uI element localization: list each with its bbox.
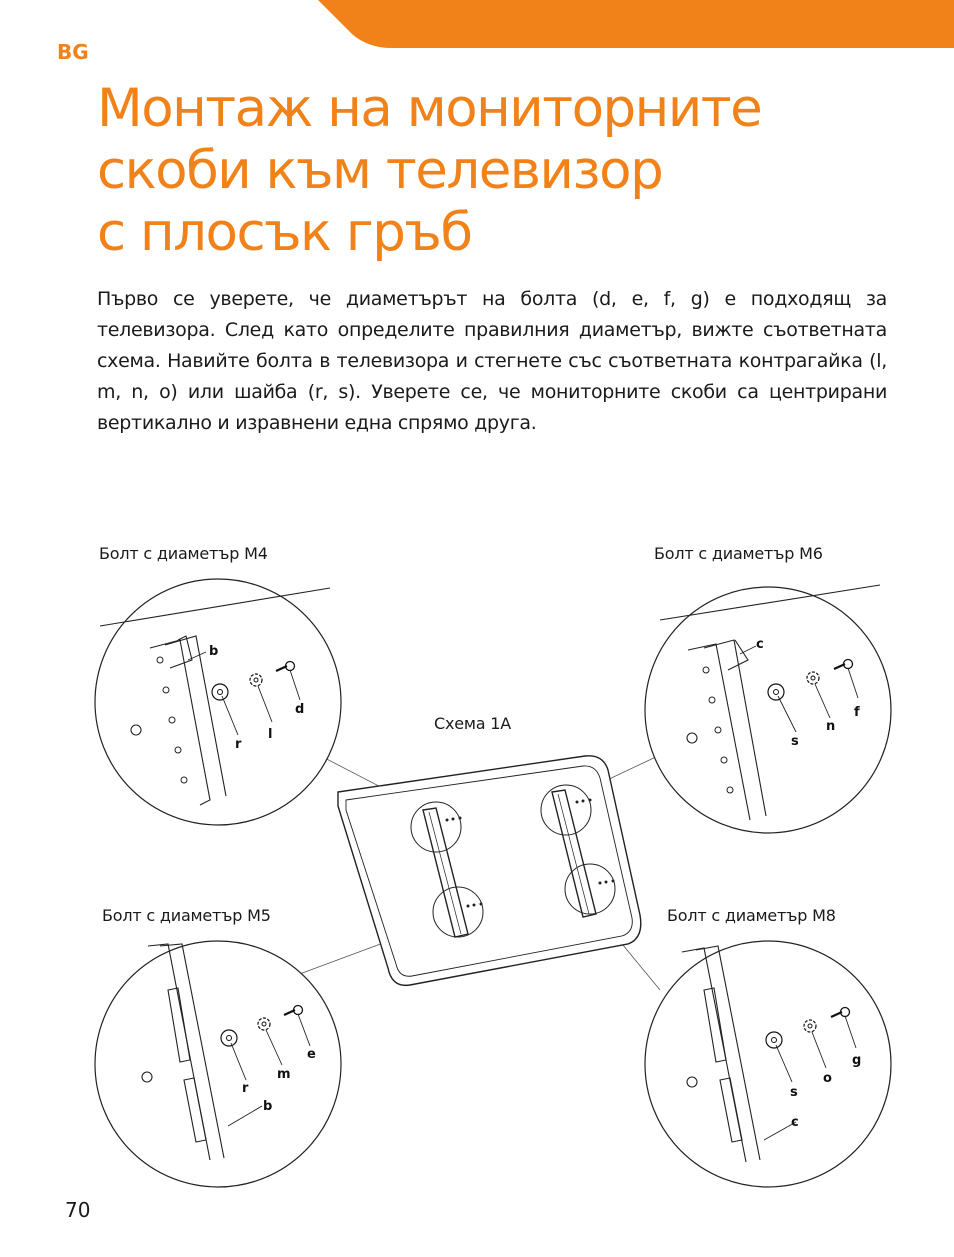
callout-m5-nut: m bbox=[277, 1067, 291, 1082]
page-number: 70 bbox=[65, 1198, 91, 1222]
tv-back-panel bbox=[338, 756, 641, 986]
callout-m6-bracket: c bbox=[756, 637, 764, 652]
callout-m5-washer: r bbox=[242, 1081, 249, 1096]
caption-bolt-m5: Болт с диаметър M5 bbox=[102, 906, 271, 925]
callout-m5-bracket: b bbox=[263, 1099, 273, 1114]
callout-m8-bolt: g bbox=[852, 1053, 862, 1068]
detail-m4 bbox=[95, 579, 341, 825]
caption-bolt-m6: Болт с диаметър M6 bbox=[654, 544, 823, 563]
callout-m8-nut: o bbox=[823, 1071, 832, 1086]
instruction-paragraph: Първо се уверете, че диаметърът на болта (d, e, f, g) е подходящ за телевизора. След като определите правилния диаметър, вижте съответната схема. Навийте болта в телевизора и стегнете със съответната контрагайка (l, m, n, o) или шайба (r, s). Уверете се, че мониторните скоби са центрирани вертикално и изравнени една спрямо друга. bbox=[97, 288, 887, 434]
callout-m4-bracket: b bbox=[209, 644, 219, 659]
caption-bolt-m8: Болт с диаметър M8 bbox=[667, 906, 836, 925]
language-code: BG bbox=[57, 40, 89, 64]
callout-m8-washer: s bbox=[790, 1085, 798, 1100]
callout-m6-washer: s bbox=[791, 734, 799, 749]
detail-m5 bbox=[95, 941, 341, 1187]
callout-m6-bolt: f bbox=[854, 705, 860, 720]
caption-bolt-m4: Болт с диаметър M4 bbox=[99, 544, 268, 563]
scheme-label: Схема 1А bbox=[434, 714, 511, 733]
title-line-3: с плосък гръб bbox=[97, 202, 472, 263]
callout-m4-nut: l bbox=[268, 727, 273, 742]
detail-m8 bbox=[645, 941, 891, 1187]
callout-m6-nut: n bbox=[826, 719, 836, 734]
callout-m4-washer: r bbox=[235, 737, 242, 752]
callout-m4-bolt: d bbox=[295, 702, 305, 717]
title-line-1: Монтаж на мониторните bbox=[97, 78, 762, 139]
callout-m5-bolt: e bbox=[307, 1047, 316, 1062]
detail-m6 bbox=[645, 585, 891, 833]
title-line-2: скоби към телевизор bbox=[97, 140, 663, 201]
callout-m8-bracket: c bbox=[791, 1115, 799, 1130]
